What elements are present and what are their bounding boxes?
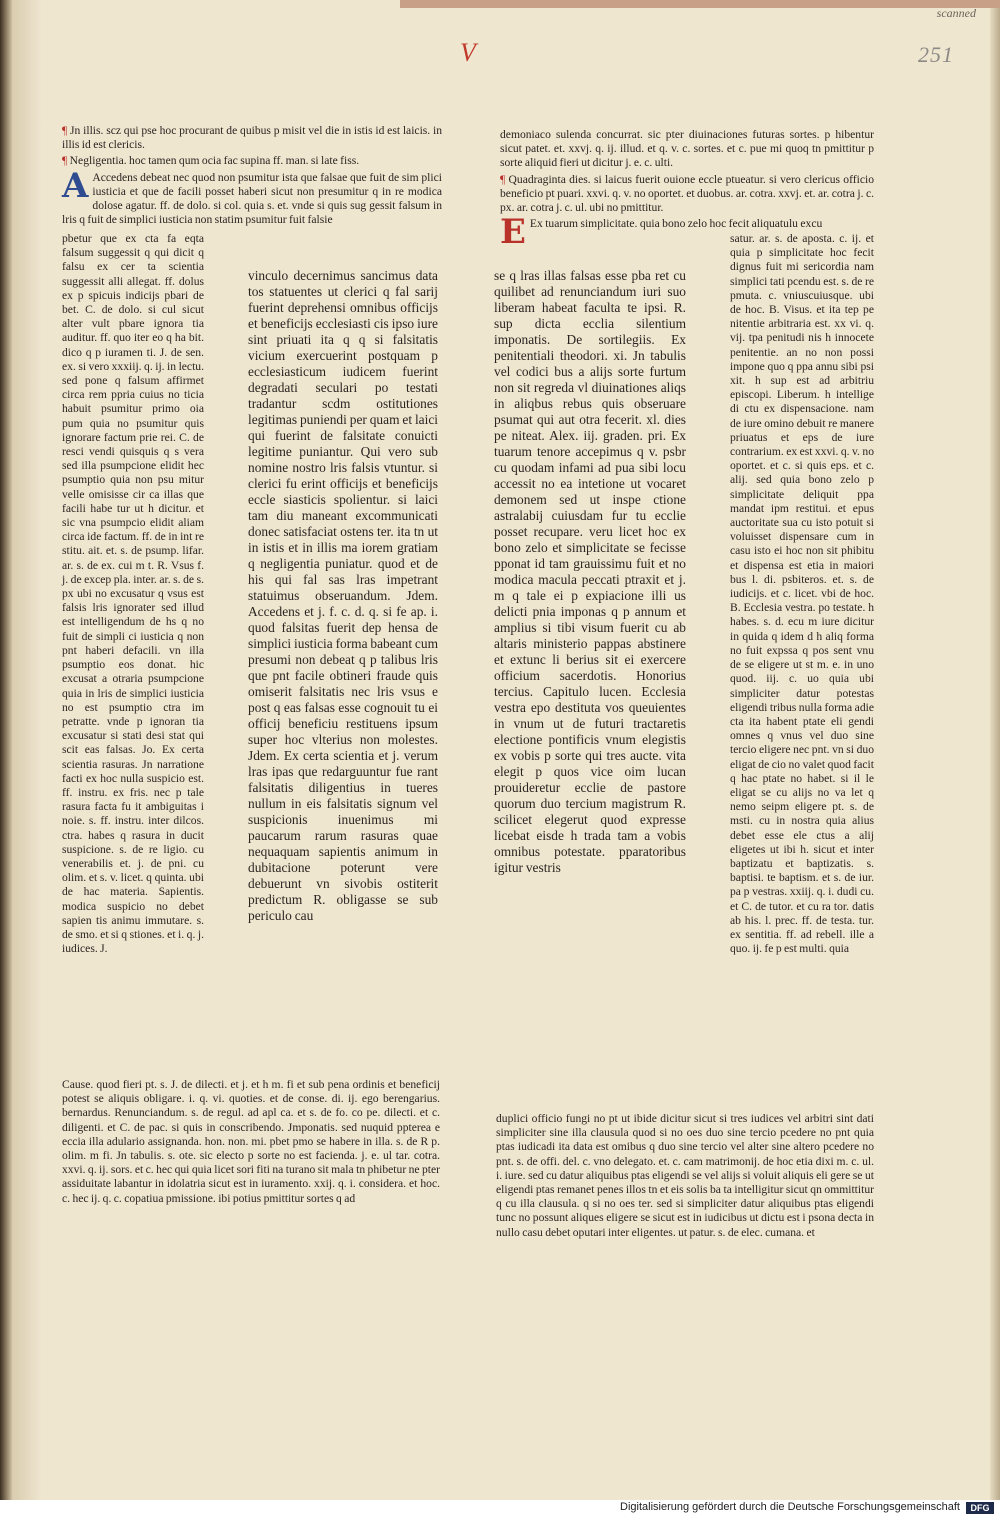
gloss-text: satur. ar. s. de aposta. c. ij. et quia p simplicitate hoc fecit dignus fuit mi sericordia nam simplici tati pcendu est. s. de re pmuta. c. vniuscuiusque. ubi de hoc. B. Visus. et ita tep pe nitentie arbitraria est. xx vi. q. vij. tpa penitudi nis h innocete penitentie. an no non possi impone quo q ppa annu sibi psi xit. h sup est ad arbitriu episcopi. Liberum. h intellige di ctu ex dispensacione. nam de iure omino debuit re manere priuatus et eps de iure contrarium. ex est xxvi. q. v. no oportet. et c. si quis eps. et c. alij. sed quia bono zelo p simplicitate deliquit ppa mandat ipm restitui. et epus auctoritate sua cu isto potuit si voluisset dispensare cum in casu isto ei hoc non sit phibitu et dispensa est etia in maiori bus l. di. psbiteros. et. s. de iudicijs. et c. licet. vbi de hoc. B. Ecclesia vestra. po testate. h habes. s. d. ecu m iure dicitur in quida q idem d h aliq forma no fuit expssa q pos sent vnu de se eligere ut st m. e. in uno quod. iij. c. uo quia ubi simpliciter datur potestas eligendi tribus nulla forma adie cta ita habent ptate eli gendi omnes q vnus vel duo sine tercio eligere nec pnt. vn si duo eligat de cio no valet quod facit q hac ptate no habet. si il le eligat se cu alijs no va let q nemo seipm eligere pt. s. de msti. cu in nostra quia alius debet esse ele ctus a alij eligetes ut ibi h. sicut et inter baptizatu et baptizatis. s. baptisi. te baptism. et s. de iur. pa p vestras. xxiij. q. i. dudi cu. et C. de tutor. et cu ra tor. datis ab his. l. prec. ff. de testa. tur. ex sentitia. ff. ad rebell. ille a quo. ij. fe p est multi. quia [730,232,874,956]
pilcrow-icon: ¶ [62,154,68,168]
initial-a-icon: A [62,165,89,206]
gloss-top-right [500,128,874,253]
dfg-logo-icon: DFG [966,1502,994,1514]
main-text-right [494,268,686,878]
gloss-top-left [62,124,442,229]
gloss-paragraph: A Accedens debeat nec quod non psumitur ista que falsae que fuit de sim plici iusticia et que de facili posset haberi sicut non presumitur q in re modica dolose agatur. ff. de dolo. si col. quia s. et. vnde si quis sug gessit falsum in lris q fuit de simplici iusticia non statim psumitur fuit falsie [62,165,442,227]
folio-letter: V [460,38,478,67]
pilcrow-icon: ¶ [500,172,506,186]
corner-note: scanned [936,6,976,20]
gloss-right [730,232,874,958]
folio-number: 251 [918,42,954,67]
funding-notice: Digitalisierung gefördert durch die Deutsche Forschungsgemeinschaft [620,1501,960,1513]
gloss-paragraph: ¶ Quadraginta dies. si laicus fuerit ouione eccle ptueatur. si vero clericus officio beneficio pt puari. xxvi. q. v. no oportet. et duobus. ar. cotra. xxvj. et. ar. cotra j. c. px. ar. cotra j. c. ul. ubi no pmittitur. [500,172,874,215]
main-text: se q lras illas falsas esse pba ret cu quilibet ad renunciandum iuri suo liberam habeat faculta te ipsi. R. sup dicta ecclia silentium imponatis. De sortilegiis. Ex penitentiali theodori. xi. Jn tabulis vel codici bus a alijs sorte furtum non sit regreda vl diuinationes aliqs in aliqbus rebus quis obseruare psumat qui aut otra fecerit. xl. dies pe niteat. Alex. iij. graden. pri. Ex tuarum tenore accepimus q v. psbr cu quodam infami ad pua sibi locu accessit no ea intetione ut vocaret demonem sed ut inspe ctione astralabij cuiusdam fur tu ecclie posset recupare. veru licet hoc ex bono zelo et simplicitate se fecisse pponat id tam grauissimu fuit et no modica macula peccati ptraxit et j. m q tale ei p expiacione illi us delicti pnia imponas q p annum et amplius si tibi visum fuerit cu ab altaris ministerio pappas abstinere et extunc li berius sit ei exercere officium sacerdotis. Honorius tercius. Capitulo lucen. Ecclesia vestra epo destituta vos queuientes in vnum ut de futuri tractaretis electione pontificis vnum elegistis ex vobis p sorte qui tres aucte. vita elegit p quos vice oim lucan prouideretur ecclie de pastore quorum duo tercium magistrum R. scilicet elegerut quod expresse licebat eisde h trada tam a vobis omnibus potestate. pparatoribus igitur vestris [494,268,686,875]
gloss-bottom-right [496,1112,874,1242]
gloss-text: Cause. quod fieri pt. s. J. de dilecti. et j. et h m. fi et sub pena ordinis et beneficij potest se aliquis obligare. i. q. vi. quoties. et de conse. di. ij. ego berengarius. bernardus. Renunciandum. s. de regul. ad apl ca. et s. de fo. co pe. dilecti. et c. diligenti. et C. de pac. si quis in conscribendo. Jmponatis. sed nuquid ppterea e eccia illa adulario assignanda. hon. non. mi. pbet pmo se habere in illa. s. de R p. olim. m fi. Jn tabulis. s. ote. sic electo p sorte no est facienda. j. e. ul tar. cotra. xxvi. q. ij. sors. et c. hec qui quia licet sori fiti na turano sit mala tn phibetur ne pter assiduitate labantur in idolatria sicut est in iuramento. xxij. q. i. considera. et hoc. c. hec ij. q. c. copatiua pmissione. ibi potius pmittitur sortes q ad [62,1078,440,1205]
gloss-bottom-left [62,1078,440,1208]
gloss-paragraph: ¶ Negligentia. hoc tamen qum ocia fac supina ff. man. si late fiss. [62,154,360,168]
gloss-paragraph: demoniaco sulenda concurrat. sic pter diuinaciones futuras sortes. p hibentur sicut patet. et. xxvj. q. ij. illud. et q. v. c. sortes. et c. pue mi quoq tn pmittitur p sorte aliquid fieri ut dicitur j. e. c. ulti. [500,128,874,170]
footer-bar [0,1500,1000,1517]
page-top-edge [400,0,1000,8]
gloss-paragraph: E Ex tuarum simplicitate. quia bono zelo hoc fecit aliquatulu excu [500,212,823,253]
main-text: vinculo decernimus sancimus data tos statuentes ut clerici q fal sarij fuerint deprehensi omnibus officijs et beneficijs ecclesiasti cis ipso iure sint priuati ita q q si falsitatis vicium exercuerint postquam p ecclesiasticum iudicem fuerint degradati seculari po testati tradantur scdm ostitutiones legitimas puniendi per quam et laici qui fuerint de falsitate conuicti legitime puniantur. Qui vero sub nomine nostro lris falsis vtuntur. si clerici fu erint officijs et beneficijs eccle siasticis spolientur. si laici tam diu maneant excommunicati donec satisfaciat ostens ter. ita tn ut in istis et in illis ma iorem gratiam q negligentia puniatur. quod et de his qui fal sas lras impetrant statuimus obseruandum. Jdem. Accedens et j. f. c. d. q. si fe ap. i. quod falsitas fuerit dep hensa de simplici iusticia forma babeant cum presumi non debeat q p talibus lris que pnt facile obtineri fraude quis omiserit falsitatis nec lris vsus e post q eas falsas esse cognouit tu ei officij beneficiu restituens ipsum super hoc vlterius non molestes. Jdem. Ex certa scientia et j. verum lras ipas que redarguuntur fue rant falsitatis diligentius in tueres nullum in eis falsitatis signum vel suspicionis inuenimus mi paucarum rarum rasuras quae nequaquam sapientis animum in dubitacione poterunt vere debuerunt vn sivobis ostiterit predictum R. obligasse se sub periculo cau [248,268,438,923]
gloss-paragraph: ¶ Jn illis. scz qui pse hoc procurant de quibus p misit vel die in istis id est laicis. in illis id est clericis. [62,124,442,152]
gloss-text: pbetur que ex cta fa eqta falsum suggessit q qui dicit q falsu ex cer ta scientia suggessit alli allegat. ff. dolus ex p spicuis indicijs pbari de bet. C. de dolo. si cul sicut alter vult pbare ignora tia auditur. ff. quo iter eo q ha bit. dico q p iuramen ti. J. de sen. ex. si vero xxxiij. q. ij. in lectu. sed pone q falsum affirmet circa rem ppria cuius no ticia habuit psumitur primo oia pum quia no psumitur quis ignorare factum prie rei. C. de resci vendi quisquis q s vera sed illa psumpcione elidit hec psumptio quia non psu mitur velle omisisse cir ca illas que facili habe tur ut h dicitur. et sic vna psumpcio elidit aliam circa ide factum. ff. de in int re stitu. ait. et. s. de psump. lifar. ar. s. de ex. cui m t. R. Vsus f. j. de excep pla. inter. ar. s. de s. px ubi no excusatur q vsus est falsis lris ignorater sed illud est intelligendum de hs q no fuit de simpli ci iusticia q non pnt haberi defacili. vn illa psumptio eos donat. hic excusat a otraria psumpcione quia in lris de simplici iusticia no est psumptio ctra im petratte. vnde p ignoran tia excusatur si stati desi stat qui scit eas falsas. Jo. Ex certa scientia rasuras. Jn narratione facti ex hoc nulla suspicio est. ff. instru. ex fris. nec p tale rasura facta fu it ambiguitas i noie. s. ff. instru. inter dilcos. ctra. habes q rasura in ducit suspicione. s. de re ligio. cu venerabilis et. j. de pni. cu olim. et s. v. licet. q quinta. ubi de hac materia. Sapientis. modica suspicio no debet sapien tis animu immutare. s. de smo. et si q stiones. et i. q. j. iudices. J. [62,232,204,956]
main-text-left [248,268,438,926]
gutter-shadow [12,0,42,1500]
binding-edge [0,0,12,1500]
initial-e-icon: E [500,212,526,253]
pilcrow-icon: ¶ [62,124,68,137]
page-right-edge [990,0,1000,1500]
gloss-text: duplici officio fungi no pt ut ibide dicitur sicut si tres iudices vel arbitri sint dati simpliciter sine illa clausula quod si no oes duo sine tercio pcedere no pnt quia ptas iudicadi ita data est omibus q duo sine tercio vel alter sine altero pcedere no pnt. s. de offi. del. c. vno delegato. et. c. cam matrimonij. de hoc etia dixi m. c. ul. i. iure. sed cu datur aliquibus ptas eligendi se vel alijs si voluit aliquis eli gere se ut eligendi ptas remanet penes illos tn et eis solis ba ta intelligitur sicut qn ommittitur q cu illa clausula. q si no oes ter. sed si simpliciter datur aliquibus ptas eligendi tunc no possunt aliques eligere se sicut est in iudicibus ut dictu est i psona decta in nullo casu debet oputari inter eligentes. ut patur. s. de elec. cumana. et [496,1112,874,1239]
gloss-left [62,232,204,958]
